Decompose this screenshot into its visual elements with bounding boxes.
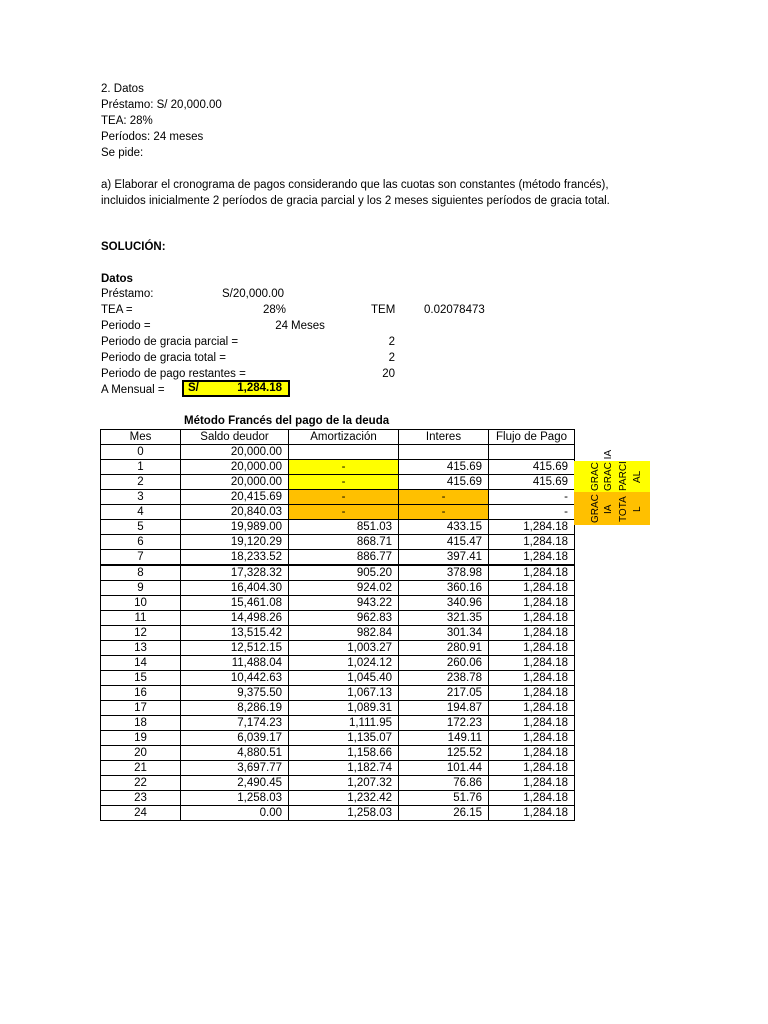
cell-saldo: 14,498.26: [181, 611, 289, 626]
cell-amortizacion: 1,135.07: [289, 731, 399, 746]
cell-interes: 301.34: [399, 626, 489, 641]
cell-amortizacion: 982.84: [289, 626, 399, 641]
problem-ask: Se pide:: [101, 147, 144, 159]
cell-amortizacion: 851.03: [289, 520, 399, 535]
cell-amortizacion: 1,089.31: [289, 701, 399, 716]
cell-saldo: 20,840.03: [181, 505, 289, 520]
cell-interes: 433.15: [399, 520, 489, 535]
table-row: [101, 581, 575, 596]
cell-amortizacion: 1,258.03: [289, 806, 399, 821]
task-line-2: incluidos inicialmente 2 períodos de gracia parcial y los 2 meses siguientes períodos de gracia total.: [101, 195, 610, 207]
cell-interes: 260.06: [399, 656, 489, 671]
problem-loan: Préstamo: S/ 20,000.00: [101, 99, 222, 111]
header-flujo: Flujo de Pago: [489, 430, 575, 445]
cell-flujo: 1,284.18: [489, 626, 575, 641]
cell-mes: 2: [101, 475, 181, 490]
cell-saldo: 16,404.30: [181, 581, 289, 596]
cell-amortizacion: 1,182.74: [289, 761, 399, 776]
cell-interes: 76.86: [399, 776, 489, 791]
cell-flujo: 1,284.18: [489, 731, 575, 746]
total-grace-marker: [574, 492, 650, 525]
cell-mes: 14: [101, 656, 181, 671]
remaining-periods-value: 20: [382, 368, 395, 380]
cell-flujo: 1,284.18: [489, 716, 575, 731]
tem-value: 0.02078473: [424, 304, 485, 316]
table-row: [101, 806, 575, 821]
cell-mes: 13: [101, 641, 181, 656]
table-row: [101, 731, 575, 746]
cell-mes: 24: [101, 806, 181, 821]
cell-saldo: 11,488.04: [181, 656, 289, 671]
cell-interes: 101.44: [399, 761, 489, 776]
solution-title: SOLUCIÓN:: [101, 241, 166, 253]
cell-flujo: -: [489, 505, 575, 520]
table-row: [101, 596, 575, 611]
cell-amortizacion: 868.71: [289, 535, 399, 550]
cell-saldo: 9,375.50: [181, 686, 289, 701]
cell-interes: 360.16: [399, 581, 489, 596]
cell-saldo: 1,258.03: [181, 791, 289, 806]
cell-amortizacion: -: [289, 460, 399, 475]
table-row: [101, 746, 575, 761]
total-grace-value: 2: [388, 352, 395, 364]
cell-flujo: 1,284.18: [489, 535, 575, 550]
cell-amortizacion: -: [289, 490, 399, 505]
problem-periods: Períodos: 24 meses: [101, 131, 204, 143]
cell-flujo: 1,284.18: [489, 671, 575, 686]
cell-saldo: 18,233.52: [181, 550, 289, 566]
cell-amortizacion: 1,111.95: [289, 716, 399, 731]
partial-grace-text-1: GRAC: [590, 462, 601, 491]
cell-saldo: 17,328.32: [181, 565, 289, 581]
cell-mes: 0: [101, 445, 181, 460]
loan-label: Préstamo:: [101, 288, 154, 300]
cell-saldo: 6,039.17: [181, 731, 289, 746]
table-row: [101, 776, 575, 791]
cell-flujo: 1,284.18: [489, 686, 575, 701]
table-row: [101, 641, 575, 656]
cell-saldo: 20,415.69: [181, 490, 289, 505]
table-header-row: [101, 430, 575, 445]
cell-flujo: 1,284.18: [489, 596, 575, 611]
partial-grace-text-3: PARCI: [618, 461, 629, 491]
cell-saldo: 7,174.23: [181, 716, 289, 731]
cell-mes: 20: [101, 746, 181, 761]
tea-value: 28%: [262, 304, 286, 316]
cell-interes: 125.52: [399, 746, 489, 761]
cell-saldo: 0.00: [181, 806, 289, 821]
table-row: [101, 535, 575, 550]
cell-interes: 26.15: [399, 806, 489, 821]
cell-flujo: 1,284.18: [489, 656, 575, 671]
problem-heading: 2. Datos: [101, 83, 144, 95]
cell-flujo: 1,284.18: [489, 776, 575, 791]
table-row: [101, 475, 575, 490]
cell-amortizacion: 886.77: [289, 550, 399, 566]
cell-flujo: 1,284.18: [489, 761, 575, 776]
cell-amortizacion: 1,232.42: [289, 791, 399, 806]
cell-mes: 21: [101, 761, 181, 776]
total-grace-label: Periodo de gracia total =: [101, 352, 226, 364]
cell-flujo: -: [489, 490, 575, 505]
table-row: [101, 550, 575, 566]
cell-flujo: 415.69: [489, 475, 575, 490]
partial-grace-marker: [574, 449, 650, 492]
cell-interes: 172.23: [399, 716, 489, 731]
problem-tea: TEA: 28%: [101, 115, 153, 127]
cell-amortizacion: 1,207.32: [289, 776, 399, 791]
cell-amortizacion: 1,045.40: [289, 671, 399, 686]
cell-interes: 397.41: [399, 550, 489, 566]
tem-label: TEM: [371, 304, 396, 316]
monthly-payment-label: A Mensual =: [101, 384, 165, 396]
cell-interes: 280.91: [399, 641, 489, 656]
period-value: 24: [275, 320, 288, 332]
datos-label: Datos: [101, 273, 133, 285]
cell-mes: 6: [101, 535, 181, 550]
partial-grace-label: Periodo de gracia parcial =: [101, 336, 239, 348]
table-body: [101, 445, 575, 821]
cell-flujo: 1,284.18: [489, 565, 575, 581]
cell-interes: 238.78: [399, 671, 489, 686]
table-row: [101, 686, 575, 701]
partial-grace-text-2: GRAC IA: [603, 449, 614, 491]
cell-amortizacion: 1,003.27: [289, 641, 399, 656]
loan-value: S/20,000.00: [222, 288, 285, 300]
table-title: Método Francés del pago de la deuda: [184, 415, 390, 427]
table-row: [101, 565, 575, 581]
cell-amortizacion: 943.22: [289, 596, 399, 611]
cell-saldo: 20,000.00: [181, 475, 289, 490]
cell-interes: 378.98: [399, 565, 489, 581]
table-row: [101, 611, 575, 626]
payment-schedule-table: [100, 429, 575, 821]
cell-saldo: 20,000.00: [181, 445, 289, 460]
cell-interes: 149.11: [399, 731, 489, 746]
partial-grace-text-4: AL: [632, 470, 643, 484]
cell-interes: 321.35: [399, 611, 489, 626]
total-grace-text-1: GRAC: [590, 494, 601, 524]
cell-mes: 3: [101, 490, 181, 505]
cell-flujo: 1,284.18: [489, 611, 575, 626]
period-label: Periodo =: [101, 320, 151, 332]
tea-label: TEA =: [101, 304, 133, 316]
cell-saldo: 3,697.77: [181, 761, 289, 776]
cell-amortizacion: 924.02: [289, 581, 399, 596]
header-mes: Mes: [101, 430, 181, 445]
monthly-payment-currency: S/: [188, 382, 199, 394]
table-row: [101, 701, 575, 716]
total-grace-text-2: IA: [603, 504, 614, 514]
cell-mes: 11: [101, 611, 181, 626]
cell-flujo: 1,284.18: [489, 550, 575, 566]
cell-mes: 22: [101, 776, 181, 791]
table-row: [101, 490, 575, 505]
cell-mes: 5: [101, 520, 181, 535]
header-interes: Interes: [399, 430, 489, 445]
cell-mes: 9: [101, 581, 181, 596]
cell-interes: -: [399, 505, 489, 520]
monthly-payment-box: [182, 380, 290, 397]
table-row: [101, 626, 575, 641]
cell-interes: 51.76: [399, 791, 489, 806]
cell-amortizacion: 1,158.66: [289, 746, 399, 761]
cell-mes: 19: [101, 731, 181, 746]
cell-saldo: 2,490.45: [181, 776, 289, 791]
cell-flujo: 1,284.18: [489, 746, 575, 761]
table-row: [101, 505, 575, 520]
cell-flujo: [489, 445, 575, 460]
cell-saldo: 19,989.00: [181, 520, 289, 535]
cell-mes: 17: [101, 701, 181, 716]
cell-flujo: 1,284.18: [489, 701, 575, 716]
cell-saldo: 19,120.29: [181, 535, 289, 550]
cell-saldo: 4,880.51: [181, 746, 289, 761]
cell-flujo: 415.69: [489, 460, 575, 475]
cell-amortizacion: 1,067.13: [289, 686, 399, 701]
table-row: [101, 761, 575, 776]
cell-interes: 217.05: [399, 686, 489, 701]
table-row: [101, 791, 575, 806]
cell-interes: 415.69: [399, 460, 489, 475]
cell-amortizacion: -: [289, 475, 399, 490]
cell-interes: 340.96: [399, 596, 489, 611]
cell-interes: 415.69: [399, 475, 489, 490]
total-grace-text-4: L: [632, 506, 643, 512]
cell-flujo: 1,284.18: [489, 791, 575, 806]
task-line-1: a) Elaborar el cronograma de pagos considerando que las cuotas son constantes (método francés),: [101, 179, 609, 191]
cell-amortizacion: [289, 445, 399, 460]
cell-saldo: 20,000.00: [181, 460, 289, 475]
table-row: [101, 656, 575, 671]
cell-mes: 15: [101, 671, 181, 686]
cell-amortizacion: 1,024.12: [289, 656, 399, 671]
cell-interes: -: [399, 490, 489, 505]
cell-interes: 415.47: [399, 535, 489, 550]
period-unit: Meses: [291, 320, 325, 332]
header-saldo: Saldo deudor: [181, 430, 289, 445]
cell-flujo: 1,284.18: [489, 520, 575, 535]
cell-interes: [399, 445, 489, 460]
header-amortizacion: Amortización: [289, 430, 399, 445]
cell-saldo: 13,515.42: [181, 626, 289, 641]
cell-saldo: 10,442.63: [181, 671, 289, 686]
cell-mes: 4: [101, 505, 181, 520]
cell-flujo: 1,284.18: [489, 581, 575, 596]
cell-mes: 7: [101, 550, 181, 566]
cell-amortizacion: -: [289, 505, 399, 520]
table-row: [101, 445, 575, 460]
cell-amortizacion: 905.20: [289, 565, 399, 581]
table-row: [101, 460, 575, 475]
cell-saldo: 12,512.15: [181, 641, 289, 656]
cell-mes: 23: [101, 791, 181, 806]
remaining-periods-label: Periodo de pago restantes =: [101, 368, 246, 380]
cell-flujo: 1,284.18: [489, 641, 575, 656]
monthly-payment-value: 1,284.18: [237, 382, 282, 394]
cell-mes: 18: [101, 716, 181, 731]
cell-amortizacion: 962.83: [289, 611, 399, 626]
cell-mes: 1: [101, 460, 181, 475]
cell-mes: 10: [101, 596, 181, 611]
cell-saldo: 15,461.08: [181, 596, 289, 611]
total-grace-text-3: TOTA: [618, 496, 629, 522]
table-row: [101, 716, 575, 731]
cell-mes: 12: [101, 626, 181, 641]
table-row: [101, 671, 575, 686]
cell-mes: 16: [101, 686, 181, 701]
table-row: [101, 520, 575, 535]
cell-mes: 8: [101, 565, 181, 581]
partial-grace-value: 2: [388, 336, 395, 348]
cell-interes: 194.87: [399, 701, 489, 716]
cell-saldo: 8,286.19: [181, 701, 289, 716]
cell-flujo: 1,284.18: [489, 806, 575, 821]
